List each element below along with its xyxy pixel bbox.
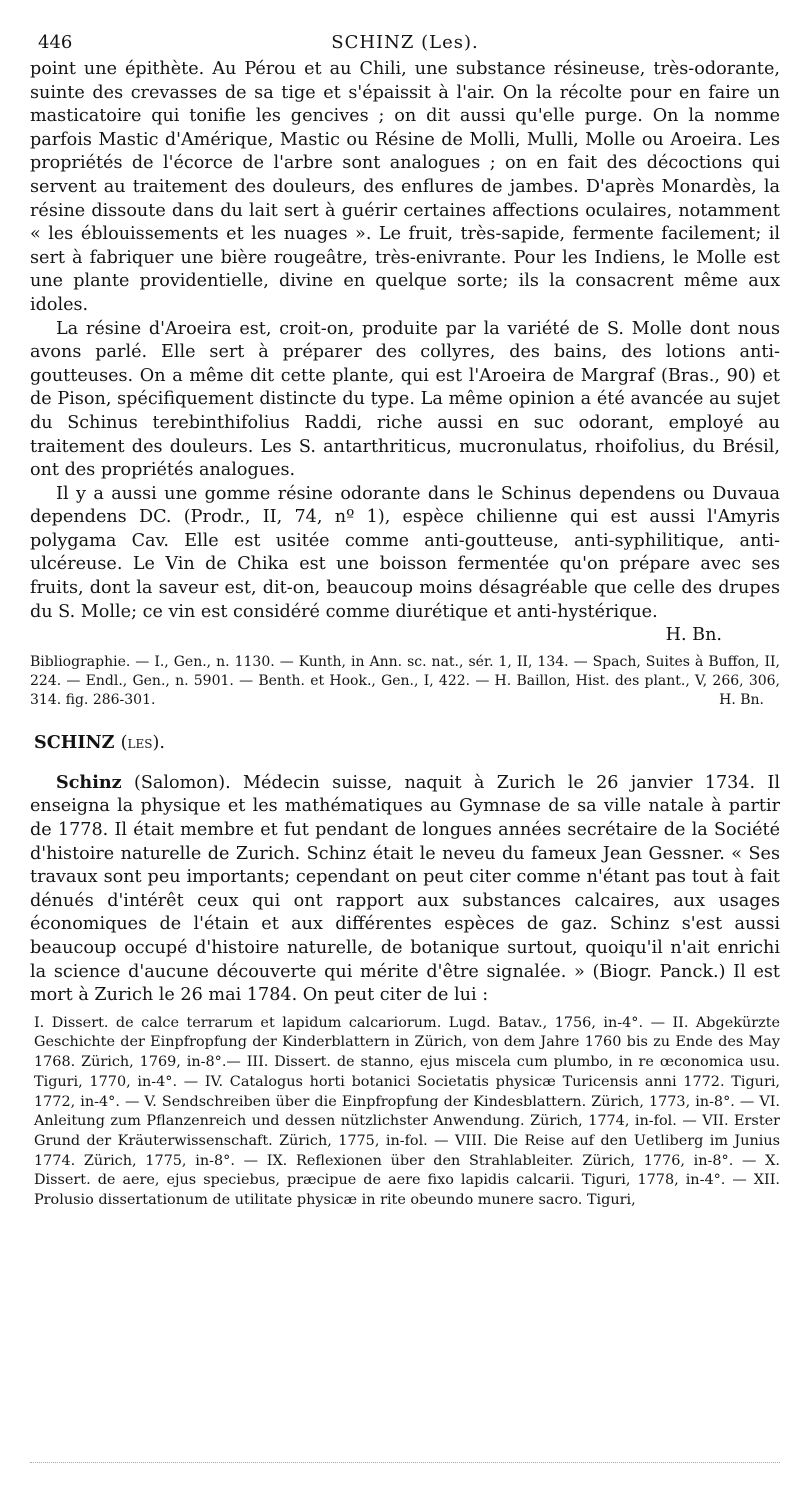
- paragraph-1: point une épithète. Au Pérou et au Chili, une substance résineuse, très-odorante, suinte des crevasses de sa tige et s'épaissit à l'air. On la récolte pour en faire un masticatoire qui tonifie les gencives ; on dit aussi qu'elle purge. On la nomme parfois Mastic d'Amérique, Mastic ou Résine de Molli, Mulli, Molle ou Aroeira. Les propriétés de l'écorce de l'arbre sont analogues ; on en fait des décoctions qui servent au traitement des douleurs, des enflures de jambes. D'après Monardès, la résine dissoute dans du lait sert à guérir certaines affections oculaires, notamment « les éblouissements et les nuages ». Le fruit, très-sapide, fermente facilement; il sert à fabriquer une bière rougeâtre, très-enivrante. Pour les Indiens, le Molle est une plante providentielle, divine en quelque sorte; ils la consacrent même aux idoles.: [30, 59, 780, 315]
- bibliography-signature: H. Bn.: [719, 691, 764, 708]
- entry-paragraph: [30, 771, 780, 1008]
- bibliography-text: Bibliographie. — I., Gen., n. 1130. — Kunth, in Ann. sc. nat., sér. 1, II, 134. — Spach, Suites à Buffon, II, 224. — Endl., Gen., n. 5901. — Benth. et Hook., Gen., I, 422. — H. Baillon, Hist. des plant., V, 266, 306, 314. fig. 286-301.: [30, 653, 780, 708]
- bottom-dotted-rule: [30, 1462, 780, 1463]
- paragraph-3: Il y a aussi une gomme résine odorante dans le Schinus dependens ou Duvaua dependens DC. (Prodr., II, 74, nº 1), espèce chilienne qui est aussi l'Amyris polygama Cav. Elle est usitée comme anti-goutteuse, anti-syphilitique, anti-ulcéreuse. Le Vin de Chika est une boisson fermentée qu'on prépare avec ses fruits, dont la saveur est, dit-on, beaucoup moins désagréable que celle des drupes du S. Molle; ce vin est considéré comme diurétique et anti-hystérique.: [30, 483, 780, 622]
- section-subtitle: (les).: [120, 732, 165, 753]
- document-page: [30, 28, 780, 1211]
- page-number: 446: [38, 32, 73, 53]
- entry-text: (Salomon). Médecin suisse, naquit à Zurich le 26 janvier 1734. Il enseigna la physique et les mathématiques au Gymnase de sa ville natale à partir de 1778. Il était membre et fut pendant de longues années secrétaire de la Société d'histoire naturelle de Zurich. Schinz était le neveu du fameux Jean Gessner. « Ses travaux sont peu importants; cependant on peut citer comme n'étant pas tout à fait dénués d'intérêt ceux qui ont rapport aux substances calcaires, aux usages économiques de l'étain et aux différentes espèces de gaz. Schinz s'est aussi beaucoup occupé d'histoire naturelle, de botanique surtout, quoiqu'il n'ait enrichi la science d'aucune découverte qui mérite d'être signalée. » (Biogr. Panck.) Il est mort à Zurich le 26 mai 1784. On peut citer de lui :: [30, 772, 780, 1006]
- entry-body: [30, 771, 780, 1008]
- entry-name: Schinz: [56, 771, 122, 793]
- works-list: I. Dissert. de calce terrarum et lapidum calcariorum. Lugd. Batav., 1756, in-4°. — II. Abgekürzte Geschichte der Einpfropfung der Kinderblattern in Zürich, von dem Jahre 1760 bis zu Ende des May 1768. Zürich, 1769, in-8°.— III. Dissert. de stanno, ejus miscela cum plumbo, in re œconomica usu. Tiguri, 1770, in-4°. — IV. Catalogus horti botanici Societatis physicæ Turicensis anni 1772. Tiguri, 1772, in-4°. — V. Sendschreiben über die Einpfropfung der Kindesblattern. Zürich, 1773, in-8°. — VI. Anleitung zum Pflanzenreich und dessen nützlichster Anwendung. Zürich, 1774, in-fol. — VII. Erster Grund der Kräuterwissenschaft. Zürich, 1775, in-fol. — VIII. Die Reise auf den Uetliberg im Junius 1774. Zürich, 1775, in-8°. — IX. Reflexionen über den Strahlableiter. Zürich, 1776, in-8°. — X. Dissert. de aere, ejus speciebus, præcipue de aere fixo lapidis calcarii. Tiguri, 1778, in-4°. — XII. Prolusio dissertationum de utilitate physicæ in rite obeundo munere sacro. Tiguri,: [34, 1014, 780, 1209]
- section-heading: [30, 732, 780, 753]
- page-header: [30, 28, 780, 58]
- bibliography: [30, 653, 780, 710]
- paragraph-2: La résine d'Aroeira est, croit-on, produite par la variété de S. Molle dont nous avons parlé. Elle sert à préparer des collyres, des bains, des lotions anti-goutteuses. On a même dit cette plante, qui est l'Aroeira de Margraf (Bras., 90) et de Pison, spécifiquement distincte du type. La même opinion a été avancée au sujet du Schinus terebinthifolius Raddi, riche aussi en suc odorant, employé au traitement des douleurs. Les S. antarthriticus, mucronulatus, rhoifolius, du Brésil, ont des propriétés analogues.: [30, 318, 780, 481]
- running-title: SCHINZ (Les).: [331, 32, 479, 53]
- author-signature: H. Bn.: [665, 625, 722, 646]
- article-body: [30, 58, 780, 710]
- section-title: SCHINZ: [34, 731, 115, 753]
